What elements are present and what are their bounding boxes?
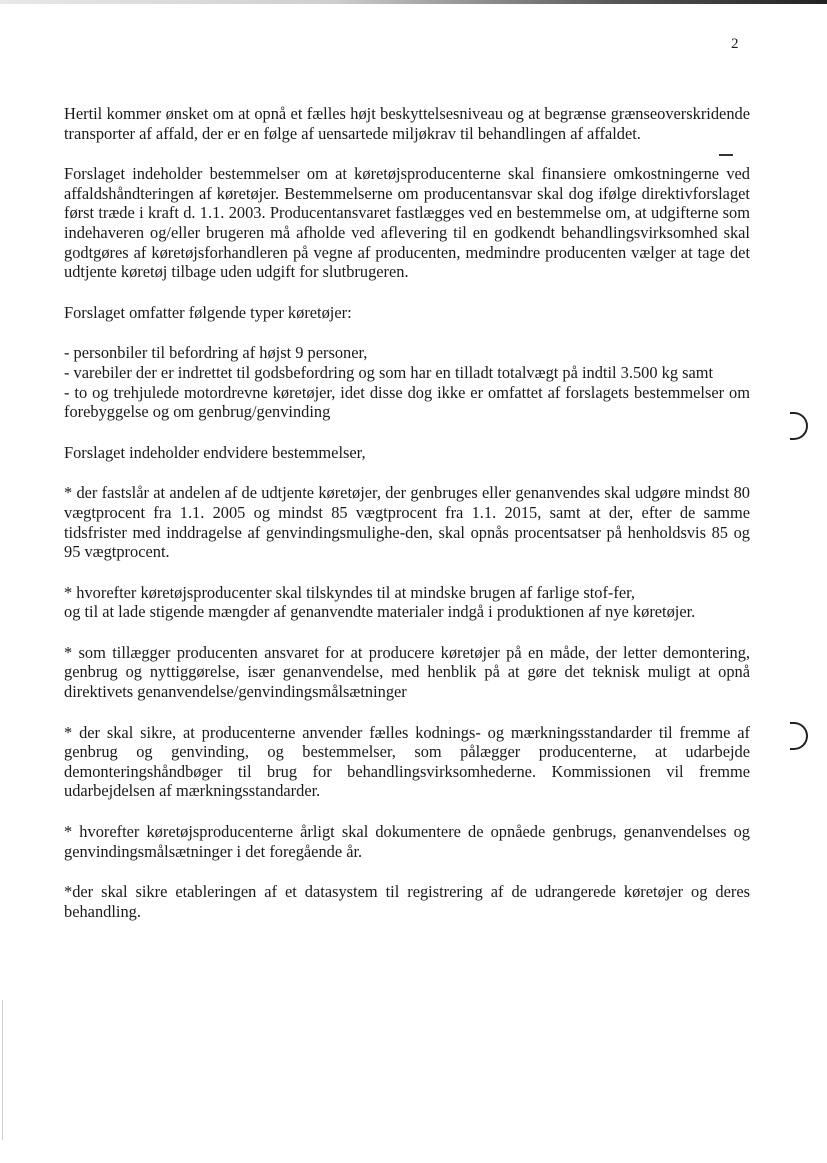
list-item: * hvorefter køretøjsproducenterne årligt skal dokumentere de opnåede genbrugs, genanvendelses og genvindingsmålsætninger i det foregående år. — [64, 822, 750, 861]
list-item: * som tillægger producenten ansvaret for at producere køretøjer på en måde, der letter demontering, genbrug og nyttiggørelse, især genanvendelse, med henblik på at gøre det teknisk muligt at opnå direktivets genanvendelse/genvindingsmålsætninger — [64, 642, 750, 702]
list-item: - personbiler til befordring af højst 9 personer, — [64, 343, 368, 363]
list-item — [64, 583, 750, 622]
punch-hole-mark — [790, 722, 808, 750]
punch-hole-mark — [790, 412, 808, 440]
list-item: - to og trehjulede motordrevne køretøjer, idet disse dog ikke er omfattet af forslagets bestemmelser om forebyggelse og om genbrug/genvinding — [64, 382, 750, 422]
paragraph: Forslaget indeholder bestemmelser om at køretøjsproducenterne skal finansiere omkostningerne ved affaldshåndteringen af køretøjer. Bestemmelserne om producentansvar skal dog ifølge direktivforslaget først træde i kraft d. 1.1. 2003. Producentansvaret fastlægges ved en bestemmelse om, at udgifterne som indehaveren og/eller brugeren må afholde ved aflevering til en godkendt behandlingsvirksomhed skal godtgøres af køretøjsforhandleren på vegne af producenten, medmindre producenten vælger at tage det udtjente køretøj tilbage uden udgift for slutbrugeren. — [64, 164, 750, 282]
list-item-text: og til at lade stigende mængder af genanvendte materialer indgå i produktionen af nye køretøjer. — [64, 602, 696, 622]
document-body — [64, 104, 750, 942]
vehicle-type-list — [64, 343, 750, 421]
list-item: * der fastslår at andelen af de udtjente køretøjer, der genbruges eller genanvendes skal udgøre mindst 80 vægtprocent fra 1.1. 2005 og mindst 85 vægtprocent fra 1.1. 2015, samt at der, efter de samme tidsfrister med inddragelse af genvindingsmulighe-den, skal opnås procentsatser på henholdsvis 85 og 95 vægtprocent. — [64, 483, 750, 562]
paragraph: Forslaget indeholder endvidere bestemmelser, — [64, 442, 366, 462]
paragraph: Hertil kommer ønsket om at opnå et fælles højt beskyttelsesniveau og at begrænse grænseoverskridende transporter af affald, der er en følge af uensartede miljøkrav til behandlingen af affaldet. — [64, 104, 750, 143]
page-number: 2 — [731, 36, 739, 52]
paragraph: Forslaget omfatter følgende typer køretøjer: — [64, 302, 352, 322]
list-item: - varebiler der er indrettet til godsbefordring og som har en tilladt totalvægt på indtil 3.500 kg samt — [64, 362, 714, 382]
scan-left-edge — [2, 1000, 3, 1140]
list-item: *der skal sikre etableringen af et datasystem til registrering af de udrangerede køretøjer og deres behandling. — [64, 882, 750, 921]
scan-top-edge — [0, 0, 827, 4]
list-item: * der skal sikre, at producenterne anvender fælles kodnings- og mærkningsstandarder til fremme af genbrug og genvinding, og bestemmelser, som pålægger producenterne, at udarbejde demonteringshåndbøger til brug for behandlingsvirksomhederne. Kommissionen vil fremme udarbejdelsen af mærkningsstandarder. — [64, 722, 750, 801]
list-item-text: * hvorefter køretøjsproducenter skal tilskyndes til at mindske brugen af farlige stof-fer, — [64, 582, 636, 602]
